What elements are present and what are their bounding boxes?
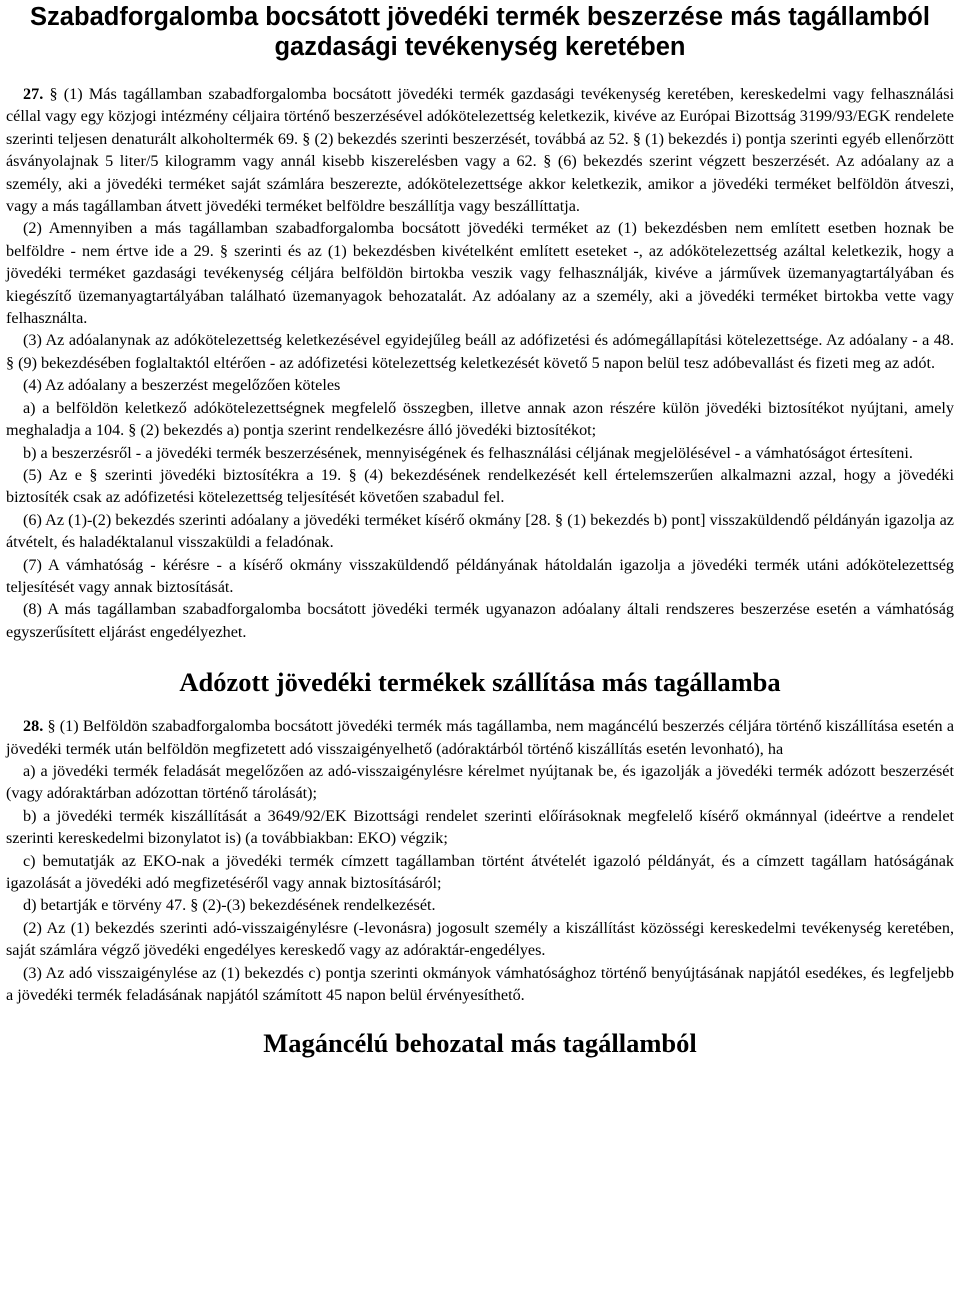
s28-para-d: d) betartják e törvény 47. § (2)-(3) bekezdésének rendelkezését. (23, 896, 436, 915)
s27-para-4b: b) a beszerzésről - a jövedéki termék beszerzésének, mennyiségének és felhasználási céljának megjelölésével - a vámhatóságot értesíteni. (23, 443, 913, 462)
document-title: Szabadforgalomba bocsátott jövedéki termék beszerzése más tagállamból gazdasági tevékenység keretében (30, 3, 930, 61)
s27-para-6: (6) Az (1)-(2) bekezdés szerinti adóalany a jövedéki terméket kísérő okmány [28. § (1) bekezdés b) pont] visszaküldendő példányán igazolja az átvételt, és haladéktalanul visszaküldi a feladónak. (6, 510, 954, 552)
s27-para-1 (6, 83, 954, 217)
s28-number: 28. (23, 717, 44, 736)
s27-para-8: (8) A más tagállamban szabadforgalomba bocsátott jövedéki termék ugyanazon adóalany általi rendszeres beszerzése esetén a vámhatóság egyszerűsített eljárást engedélyezhet. (6, 600, 954, 641)
document-page (6, 0, 954, 1059)
s27-para-3: (3) Az adóalanynak az adókötelezettség keletkezésével egyidejűleg beáll az adófizetési és adómegállapítási kötelezettsége. Az adóalany - a 48. § (9) bekezdésében foglaltaktól eltérően - az adófizetési kötelezettség keletkezését követő 5 napon belül tesz adóbevallást és fizeti meg az adót. (6, 331, 954, 372)
s28-para-c: c) bemutatják az EKO-nak a jövedéki termék címzett tagállamban történt átvételét igazoló példányát, és a címzett tagállam hatóságának igazolását a jövedéki adó megfizetéséről vagy annak biztosításáról; (6, 851, 954, 892)
s28-para-1 (6, 715, 954, 760)
s27-para-4: (4) Az adóalany a beszerzést megelőzően köteles (23, 376, 341, 395)
section-heading-export: Adózott jövedéki termékek szállítása más tagállamba (179, 667, 781, 698)
s28-para-1-text: § (1) Belföldön szabadforgalomba bocsátott jövedéki termék más tagállamba, nem magáncélú beszerzés céljára történő kiszállítása esetén a jövedéki termék után belföldön megfizetett adó visszaigényelhető (adóraktárból történő kiszállítás esetén levonható), ha (6, 717, 955, 758)
s27-para-4a: a) a belföldön keletkező adókötelezettségnek megfelelő összegben, illetve annak azon részére külön jövedéki biztosítékot nyújtani, amely meghaladja a 104. § (2) bekezdés a) pontja szerint rendelkezésre álló jövedéki biztosítékot; (6, 398, 954, 440)
section-heading-private-import: Magáncélú behozatal más tagállamból (263, 1028, 697, 1059)
s27-para-5: (5) Az e § szerinti jövedéki biztosítékra a 19. § (4) bekezdésének rendelkezését kell értelemszerűen alkalmazni azzal, hogy a jövedéki biztosíték csak az adófizetési kötelezettség teljesítését követően szabadul fel. (6, 465, 954, 507)
s27-para-2: (2) Amennyiben a más tagállamban szabadforgalomba bocsátott jövedéki terméket az (1) bekezdésben nem említett esetben hoznak be belföldre - nem értve ide a 29. § szerinti és az (1) bekezdésben kivételként említett eseteket -, az adókötelezettség azáltal keletkezik, hogy a jövedéki terméket gazdasági tevékenység céljára belföldön birtokba veszik vagy felhasználják, kivéve a járművek üzemanyagtartályában és kiegészítő üzemanyagtartályában található üzemanyagok behozatalát. Az adóalany az a személy, aki a jövedéki terméket birtokba vette vagy felhasználta. (6, 219, 954, 328)
s28-para-2: (2) Az (1) bekezdés szerinti adó-visszaigénylésre (-levonásra) jogosult személy a kiszállítást közösségi kereskedelmi tevékenység keretében, saját számlára végző jövedéki engedélyes kereskedő vagy az adóraktár-engedélyes. (6, 918, 954, 960)
s27-para-1-text: § (1) Más tagállamban szabadforgalomba bocsátott jövedéki termék gazdasági tevékenység keretében, kereskedelmi vagy felhasználási céllal vagy egy közjogi intézmény céljaira történő beszerzésével adókötelezettség keletkezik, kivéve az Európai Bizottság 3199/93/EGK rendelete szerinti teljesen denaturált alkoholtermék 69. § (2) bekezdés szerinti beszerzését, továbbá az 52. § (1) bekezdés i) pontja szerinti egyéb ellenőrzött ásványolajnak 5 liter/5 kilogramm vagy annál kisebb kiszerelésben vagy a 62. § (6) bekezdés szerint végzett beszerzését. Az adóalany az a személy, aki a jövedéki terméket saját számlára beszerezte, adókötelezettsége akkor keletkezik, amikor a jövedéki terméket belföldön átveszi, vagy a más tagállamban átvett jövedéki terméket belföldre beszállítja vagy beszállíttatja. (6, 85, 954, 216)
s28-para-b: b) a jövedéki termék kiszállítását a 3649/92/EK Bizottsági rendelet szerinti előírásoknak megfelelő kísérő okmánnyal (ideértve a rendelet szerinti kereskedelmi bizonylatot is) (a továbbiakban: EKO) végzik; (6, 806, 954, 848)
s27-number: 27. (23, 85, 44, 103)
s28-para-a: a) a jövedéki termék feladását megelőzően az adó-visszaigénylésre kérelmet nyújtanak be, és igazolják a jövedéki termék adózott beszerzését (vagy adóraktárban adózottan történő tárolását); (6, 761, 954, 803)
s27-para-7: (7) A vámhatóság - kérésre - a kísérő okmány visszaküldendő példányának hátoldalán igazolja a jövedéki termék utáni adókötelezettség teljesítését vagy annak biztosítását. (6, 555, 954, 596)
s28-para-3: (3) Az adó visszaigénylése az (1) bekezdés c) pontja szerinti okmányok vámhatósághoz történő benyújtásának napjától esedékes, és legfeljebb a jövedéki termék feladásának napjától számított 45 napon belül érvényesíthető. (6, 963, 954, 1005)
